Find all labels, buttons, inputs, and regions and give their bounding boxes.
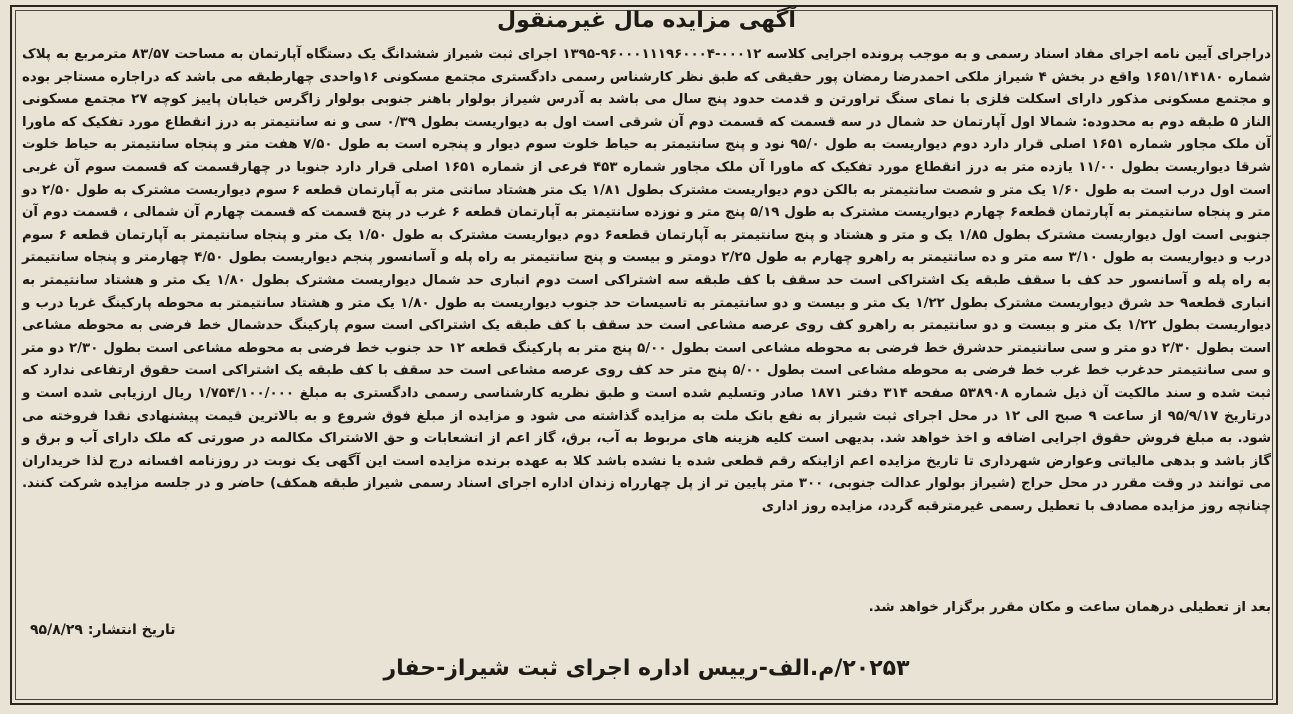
notice-closing-line: بعد از تعطیلی درهمان ساعت و مکان مقرر برگزار خواهد شد. — [868, 600, 1271, 615]
publish-date: تاریخ انتشار: ۹۵/۸/۲۹ — [30, 622, 176, 638]
notice-body — [22, 44, 1271, 518]
notice-signature: ۲۰۲۵۳/م.الف-رییس اداره اجرای ثبت شیراز-حفار — [383, 656, 910, 681]
notice-body-paragraph: دراجرای آیین نامه اجرای مفاد اسناد رسمی و به موجب پرونده اجرایی کلاسه ۰۰۰۱۲-۹۶۰۰۰۱۱۱۹۶۰۰۰۴-۱۳۹۵ اجرای ثبت شیراز ششدانگ یک دستگاه آپارتمان به مساحت ۸۳/۵۷ مترمربع به پلاک شماره ۱۶۵۱/۱۴۱۸۰ واقع در بخش ۴ شیراز ملکی احمدرضا رمضان پور حقیقی که طبق نظر کارشناس رسمی دادگستری مجتمع مسکونی ۱۶واحدی چهارطبقه می باشد که دراجاره مستاجر بوده و مجتمع مسکونی مذکور دارای اسکلت فلزی با نمای سنگ تراورتن و قدمت حدود پنج سال می باشد به آدرس شیراز بولوار باهنر جنوبی بولوار زاگرس خیابان پاییز کوچه ۲۷ مجتمع مسکونی الناز ۵ طبقه دوم به محدوده: شمالا اول آپارتمان حد شمال در سه قسمت که قسمت دوم آن شرقی است اول به دیواریست بطول ۰/۳۹ سی و نه سانتیمتر به درز انقطاع مورد تفکیک که ماورا آن ملک مجاور شماره ۱۶۵۱ اصلی قرار دارد دوم دیواریست به طول ۹۵/۰ نود و پنج سانتیمتر به حیاط خلوت سوم دیوار و پنجره است به طول ۷/۵۰ هفت متر و پنجاه سانتیمتر به حیاط خلوت شرقا دیواریست بطول ۱۱/۰۰ یازده متر به درز انقطاع مورد تفکیک که ماورا آن ملک مجاور شماره ۴۵۳ فرعی از شماره ۱۶۵۱ اصلی قرار دارد جنوبا در چهارقسمت که قسمت سوم آن غربی است اول درب است به طول ۱/۶۰ یک متر و شصت سانتیمتر به بالکن دوم دیواریست مشترک بطول ۱/۸۱ یک متر هشتاد سانتی متر به آپارتمان قطعه ۶ سوم دیواریست مشترک به طول ۲/۵۰ دو متر و پنجاه سانتیمتر به آپارتمان قطعه۶ چهارم دیواریست مشترک به طول ۵/۱۹ پنج متر و نوزده سانتیمتر به آپارتمان قطعه ۶ غرب در پنج قسمت که قسمت چهارم آن شمالی ، قسمت دوم آن جنوبی است اول دیواریست مشترک بطول ۱/۸۵ یک و متر و هشتاد و پنج سانتیمتر به آپارتمان قطعه۶ دوم دیواریست مشترک به طول ۱/۵۰ یک متر و پنجاه سانتیمتر به آپارتمان قطعه ۶ سوم درب و دیواریست به طول ۳/۱۰ سه متر و ده سانتیمتر به راهرو چهارم به طول ۲/۲۵ دومتر و بیست و پنج سانتیمتر به راه پله و آسانسور پنجم دیواریست بطول ۴/۵۰ چهارمتر و پنجاه سانتیمتر به راه پله و آسانسور حد کف با سقف طبقه یک اشتراکی است حد سقف با کف طبقه سه اشتراکی است دوم انباری حد شمال دیواریست مشترک بطول ۱/۸۰ یک متر و هشتاد سانتیمتر به انباری قطعه۹ حد شرق دیواریست مشترک بطول ۱/۲۲ یک متر و بیست و دو سانتیمتر به تاسیسات حد جنوب دیواریست به طول ۱/۸۰ یک متر و هشتاد سانتیمتر به محوطه پارکینگ غربا درب و دیواریست بطول ۱/۲۲ یک متر و بیست و دو سانتیمتر به راهرو کف روی عرصه مشاعی است حد سقف با کف طبقه یک اشتراکی است سوم پارکینگ حدشمال خط فرضی به محوطه مشاعی است بطول ۲/۳۰ دو متر و سی سانتیمتر حدشرق خط فرضی به محوطه مشاعی است بطول ۵/۰۰ پنج متر به پارکینگ قطعه ۱۲ حد جنوب خط فرضی به محوطه مشاعی است بطول ۲/۳۰ دو متر و سی سانتیمتر حدغرب خط غرب خط فرضی به محوطه مشاعی است بطول ۵/۰۰ پنج متر حد کف روی عرصه مشاعی است حد سقف با کف طبقه یک اشتراکی است حقوق ارتفاعی ندارد که ثبت شده و سند مالکیت آن ذیل شماره ۵۳۸۹۰۸ صفحه ۳۱۴ دفتر ۱۸۷۱ صادر وتسلیم شده است و طبق نظریه کارشناسی رسمی دادگستری به مبلغ ۱/۷۵۴/۱۰۰/۰۰۰ ریال ارزیابی شده است و درتاریخ ۹۵/۹/۱۷ از ساعت ۹ صبح الی ۱۲ در محل اجرای ثبت شیراز به نفع بانک ملت به مزایده گذاشته می شود و مزایده از مبلغ فوق شروع و به بالاترین قیمت پیشنهادی نقدا فروخته می شود. به مبلغ فروش حقوق اجرایی اضافه و اخذ خواهد شد. بدیهی است کلیه هزینه های مربوط به آب، برق، گاز اعم از انشعابات و حق الاشتراک مکالمه در صورتی که ملک دارای آب و برق و گاز باشد و بدهی مالیاتی وعوارض شهرداری تا تاریخ مزایده اعم ازاینکه رقم قطعی شده یا نشده باشد کلا به عهده برنده مزایده است این آگهی یک نوبت در روزنامه افسانه درج لذا خریداران می توانند در وقت مقرر در محل حراج (شیراز بولوار عدالت جنوبی، ۳۰۰ متر پایین تر از پل چهارراه زندان اداره اجرای اسناد رسمی شیراز طبقه همکف) حاضر و در جلسه مزایده شرکت کنند. چنانچه روز مزایده مصادف با تعطیل رسمی غیرمترقبه گردد، مزایده روز اداری — [22, 47, 1272, 514]
notice-title: آگهی مزایده مال غیرمنقول — [497, 8, 796, 33]
